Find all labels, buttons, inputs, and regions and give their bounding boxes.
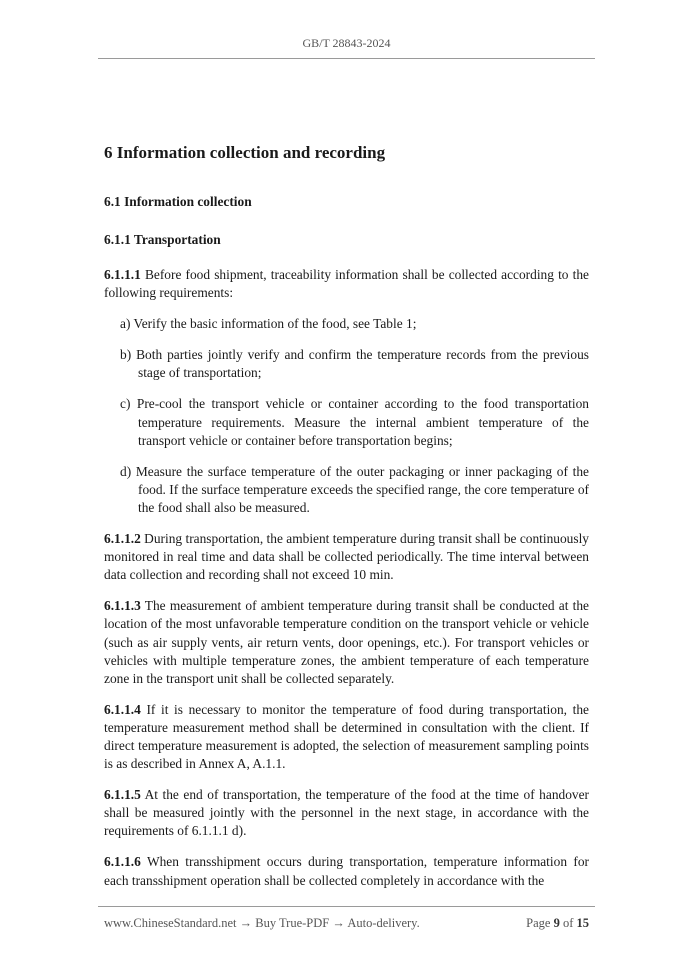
subsection-title: 6.1 Information collection xyxy=(104,194,252,209)
section-title: 6 Information collection and recording xyxy=(104,143,386,162)
clause-6-1-1-1 xyxy=(104,266,589,302)
list-item: c) Pre-cool the transport vehicle or container according to the food transportation temperature requirements. Measure the internal ambient temperature of the transport vehicle or container before transportation begins; xyxy=(120,396,589,448)
clause-number: 6.1.1.5 xyxy=(104,787,141,803)
footer-divider xyxy=(98,906,595,907)
clause-text: If it is necessary to monitor the temperature of food during transportation, the temperature measurement method shall be determined in consultation with the client. If direct temperature measurement is adopted, the selection of measurement sampling points is as described in Annex A, A.1.1. xyxy=(104,701,589,772)
clause-text: When transshipment occurs during transportation, temperature information for each transshipment operation shall be collected completely in accordance with the xyxy=(104,854,589,888)
clause-number: 6.1.1.2 xyxy=(104,531,141,547)
list-item: b) Both parties jointly verify and confirm the temperature records from the previous stage of transportation; xyxy=(120,347,589,381)
site-link[interactable]: www.ChineseStandard.net xyxy=(104,916,237,930)
page-label: Page xyxy=(526,916,554,930)
clause-6-1-1-5 xyxy=(104,786,589,840)
requirements-list xyxy=(104,315,589,517)
arrow-icon: → xyxy=(329,916,348,930)
running-header xyxy=(0,36,693,51)
page-footer xyxy=(104,916,589,931)
footer-promo xyxy=(104,916,420,931)
clause-6-1-1-3 xyxy=(104,597,589,687)
clause-number: 6.1.1.6 xyxy=(104,854,141,870)
clause-text: Before food shipment, traceability information shall be collected according to the following requirements: xyxy=(104,267,589,301)
clause-text: During transportation, the ambient temperature during transit shall be continuously monitored in real time and data shall be collected periodically. The time interval between data collection and recording shall not exceed 10 min. xyxy=(104,531,589,583)
page-total: 15 xyxy=(576,916,589,930)
doc-code: GB/T 28843-2024 xyxy=(302,36,391,50)
page-number: 9 xyxy=(553,916,560,930)
subsubsection-title: 6.1.1 Transportation xyxy=(104,232,221,247)
clause-6-1-1-2 xyxy=(104,530,589,584)
page-indicator xyxy=(526,916,589,931)
clause-text: The measurement of ambient temperature during transit shall be conducted at the location of the most unfavorable temperature condition on the transport vehicle or vehicle (such as air supply vents, air return vents, door openings, etc.). For transport vehicles or vehicles with multiple temperature zones, the ambient temperature of each temperature zone in the transport unit shall be collected separately. xyxy=(104,598,589,686)
page-body xyxy=(104,142,589,903)
clause-6-1-1-4 xyxy=(104,701,589,773)
clause-6-1-1-6 xyxy=(104,853,589,889)
header-divider xyxy=(98,58,595,59)
delivery-text: Auto-delivery. xyxy=(347,916,420,930)
list-item: a) Verify the basic information of the food, see Table 1; xyxy=(120,316,417,332)
clause-text: At the end of transportation, the temperature of the food at the time of handover shall be measured jointly with the personnel in the next stage, in accordance with the requirements of 6.1.1.1 d). xyxy=(104,787,589,839)
of-label: of xyxy=(559,916,577,930)
clause-number: 6.1.1.3 xyxy=(104,598,141,614)
clause-number: 6.1.1.4 xyxy=(104,701,141,717)
clause-number: 6.1.1.1 xyxy=(104,267,141,282)
list-item: d) Measure the surface temperature of the outer packaging or inner packaging of the food. If the surface temperature exceeds the specified range, the core temperature of the food shall also be measured. xyxy=(120,463,589,515)
arrow-icon: → xyxy=(236,916,256,930)
buy-pdf-link[interactable]: Buy True-PDF xyxy=(255,916,330,930)
